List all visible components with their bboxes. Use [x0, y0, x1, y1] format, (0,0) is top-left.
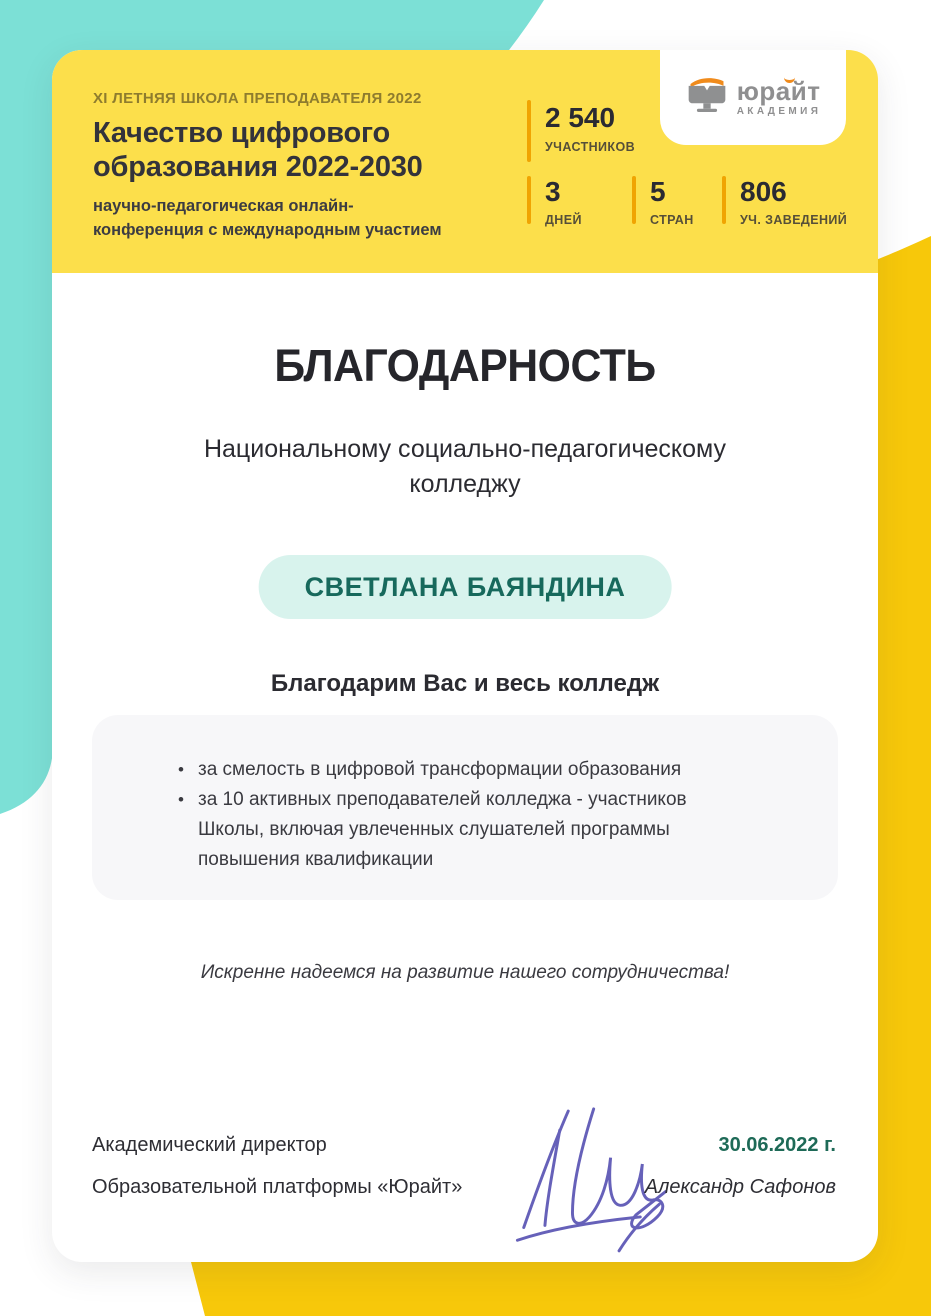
- thanks-heading: Благодарим Вас и весь колледж: [270, 670, 660, 697]
- urait-wordmark: юрайт: [736, 76, 821, 106]
- event-kicker: XI ЛЕТНЯЯ ШКОЛА ПРЕПОДАВАТЕЛЯ 2022: [93, 90, 422, 107]
- event-subtitle: научно-педагогическая онлайн-конференция с международным участием: [93, 197, 442, 239]
- stat-days-value: 3: [545, 176, 561, 207]
- signer-role-line1: Академический директор: [92, 1134, 327, 1156]
- closing-line: Искренне надеемся на развитие нашего сотрудничества!: [200, 962, 730, 983]
- reasons-box: [92, 715, 838, 900]
- reason-item: • за 10 активных преподавателей колледжа - участников Школы, включая увлеченных слушателей программы повышения квалификации: [178, 785, 698, 875]
- urait-academy-label: АКАДЕМИЯ: [736, 106, 822, 117]
- stat-participants-label: УЧАСТНИКОВ: [545, 140, 636, 154]
- event-title: Качество цифрового образования 2022-2030: [93, 117, 423, 183]
- certificate-card: [52, 50, 878, 1262]
- reasons-list: [92, 715, 838, 875]
- certificate-title: БЛАГОДАРНОСТЬ: [274, 340, 656, 391]
- recipient-name: Национальному социально-педагогическому колледжу: [203, 435, 727, 498]
- stat-bar: [632, 176, 636, 224]
- stat-participants-value: 2 540: [545, 102, 616, 133]
- signature-date: 30.06.2022 г.: [718, 1134, 836, 1156]
- stat-countries-label: СТРАН: [650, 213, 694, 227]
- person-name-badge: СВЕТЛАНА БАЯНДИНА: [259, 555, 672, 619]
- signer-name: Александр Сафонов: [644, 1176, 836, 1198]
- urait-logo-icon: [685, 75, 729, 120]
- urait-logo-text: [737, 78, 822, 117]
- stat-bar: [527, 176, 531, 224]
- stat-bar: [722, 176, 726, 224]
- stat-institutions-label: УЧ. ЗАВЕДЕНИЙ: [740, 213, 848, 227]
- stat-countries-value: 5: [650, 176, 666, 207]
- reason-item: • за смелость в цифровой трансформации образования: [178, 755, 698, 785]
- urait-logo: [660, 50, 846, 145]
- stat-institutions-value: 806: [740, 176, 787, 207]
- stat-days-label: ДНЕЙ: [545, 213, 582, 227]
- stat-bar: [527, 100, 531, 162]
- signer-role-line2: Образовательной платформы «Юрайт»: [92, 1176, 463, 1198]
- event-header: [52, 50, 878, 273]
